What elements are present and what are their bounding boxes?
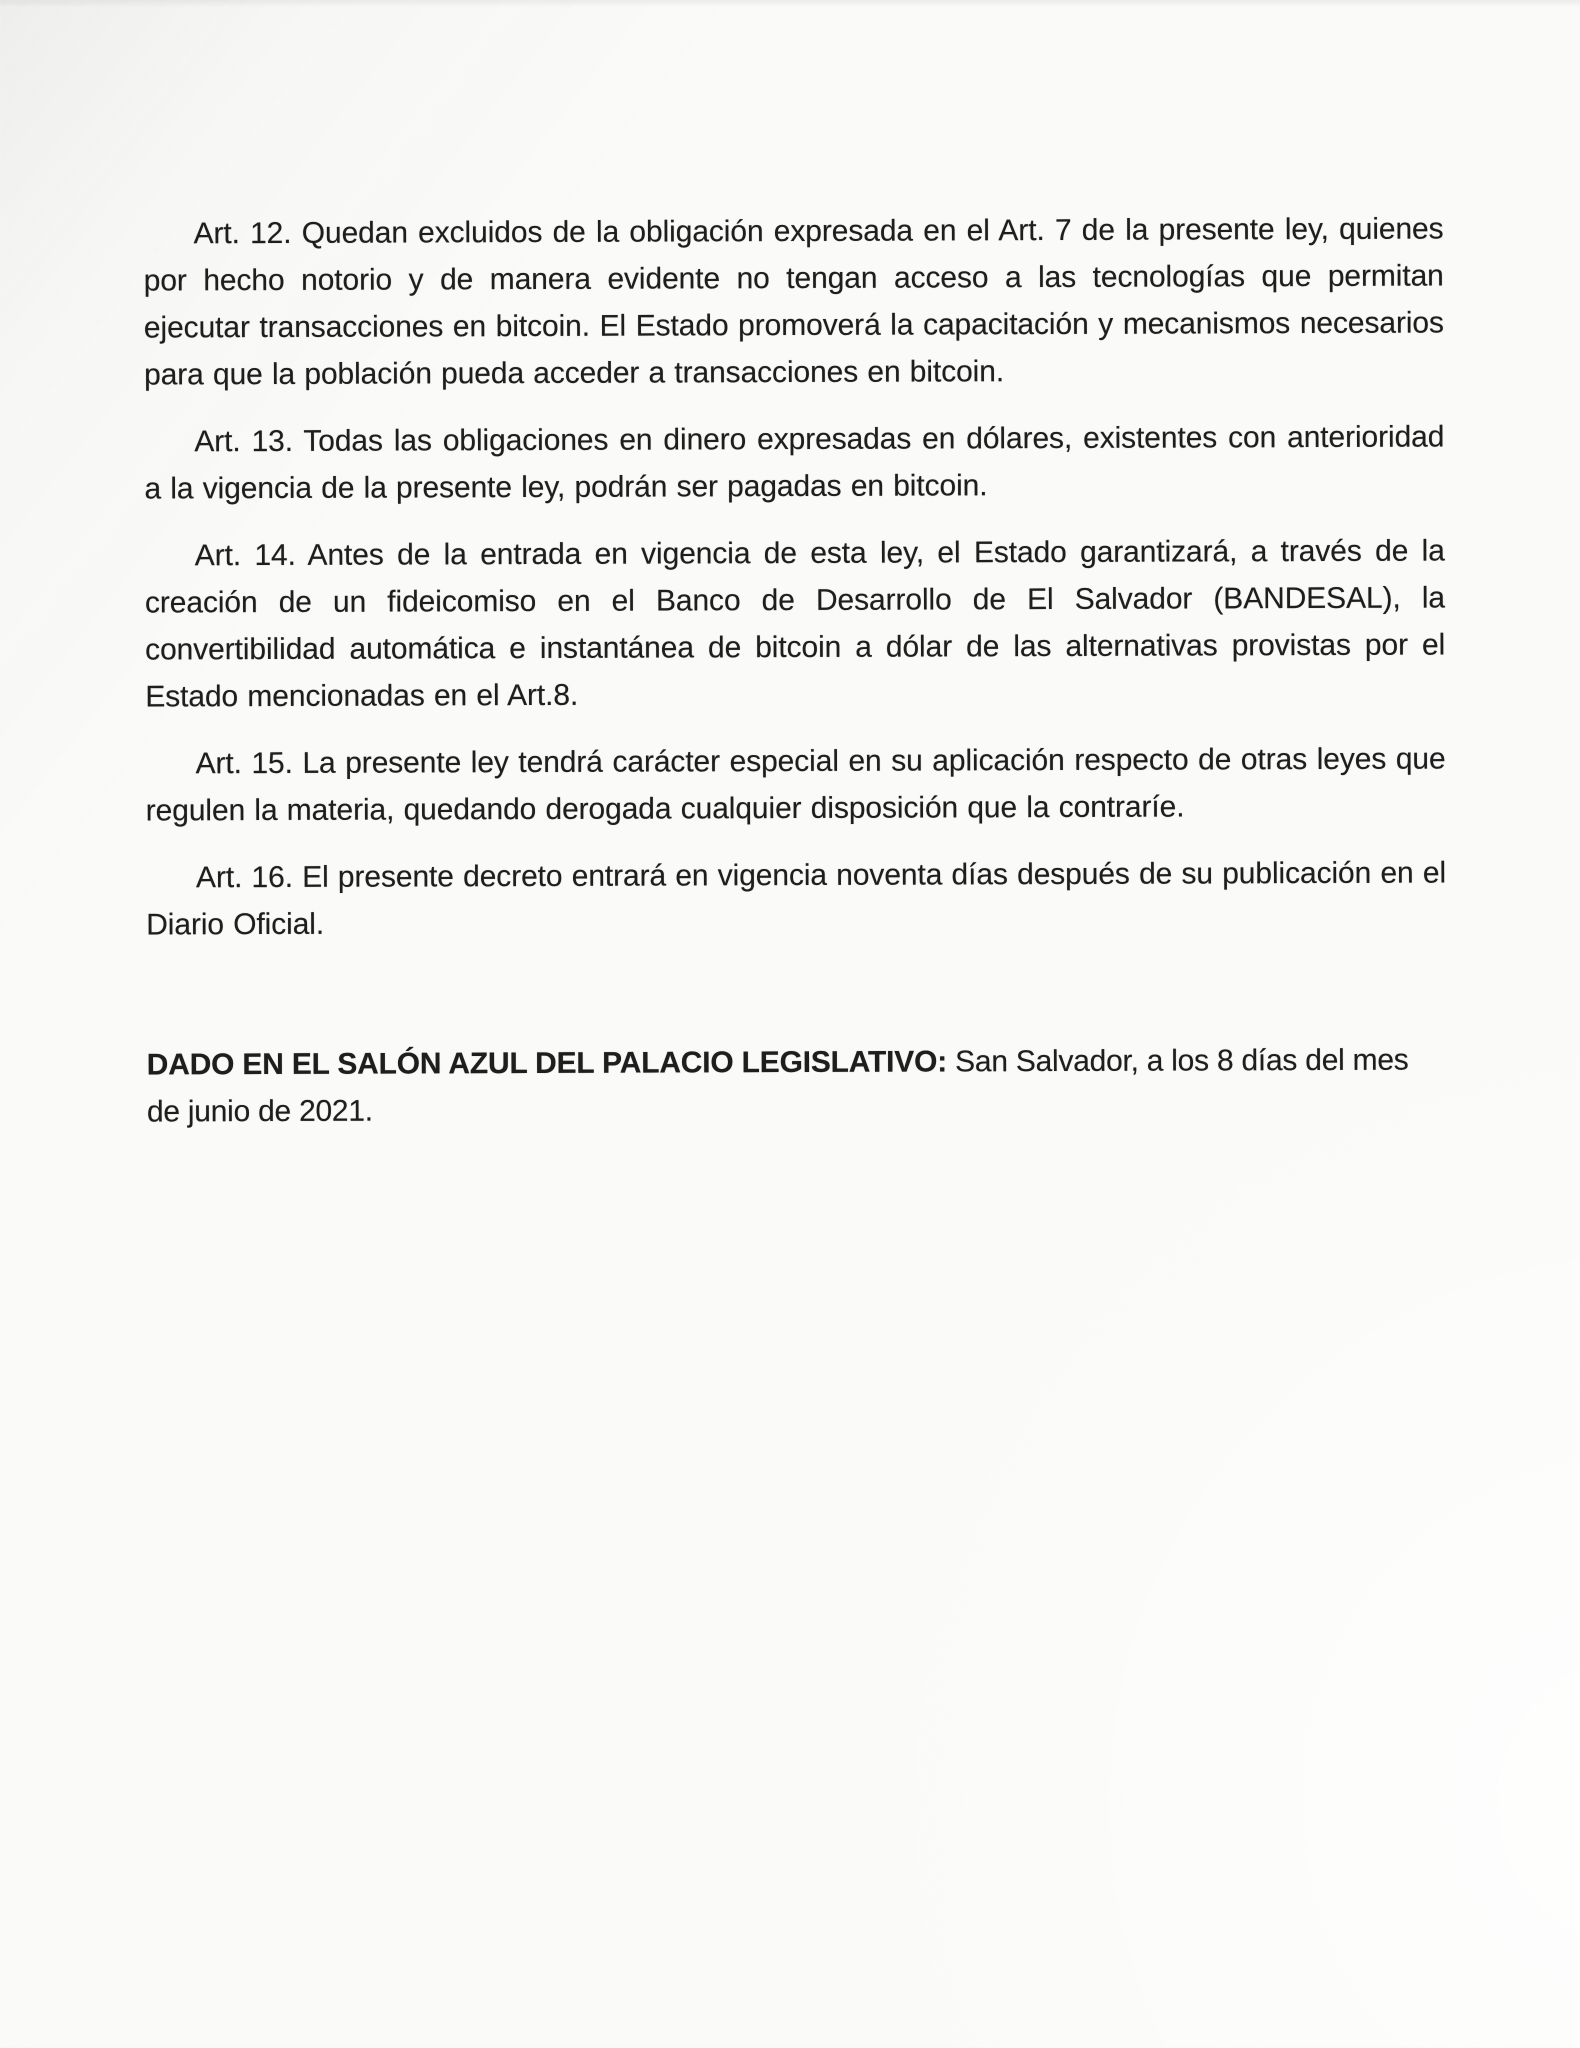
article-12-paragraph: Art. 12. Quedan excluidos de la obligación expresada en el Art. 7 de la presente ley, quienes por hecho notorio y de manera evidente no tengan acceso a las tecnologías que permitan ejecutar transacciones en bitcoin. El Estado promoverá la capacitación y mecanismos necesarios para que la población pueda acceder a transacciones en bitcoin. xyxy=(143,212,1444,392)
closing-statement-rest: San Salvador, a los 8 días del mes de junio de 2021. xyxy=(146,1043,1409,1129)
document-body xyxy=(143,205,1447,1135)
article-13-paragraph: Art. 13. Todas las obligaciones en dinero expresadas en dólares, existentes con anterioridad a la vigencia de la presente ley, podrán ser pagadas en bitcoin. xyxy=(144,420,1445,506)
article-15-paragraph: Art. 15. La presente ley tendrá carácter especial en su aplicación respecto de otras leyes que regulen la materia, quedando derogada cualquier disposición que la contraríe. xyxy=(145,742,1446,828)
article-16-paragraph: Art. 16. El presente decreto entrará en vigencia noventa días después de su publicación en el Diario Oficial. xyxy=(146,856,1447,942)
closing-statement xyxy=(147,1036,1447,1135)
article-14-paragraph: Art. 14. Antes de la entrada en vigencia de esta ley, el Estado garantizará, a través de la creación de un fideicomiso en el Banco de Desarrollo de El Salvador (BANDESAL), la convertibilidad automática e instantánea de bitcoin a dólar de las alternativas provistas por el Estado mencionadas en el Art.8. xyxy=(144,534,1446,714)
closing-statement-bold: DADO EN EL SALÓN AZUL DEL PALACIO LEGISLATIVO: xyxy=(146,1045,948,1082)
